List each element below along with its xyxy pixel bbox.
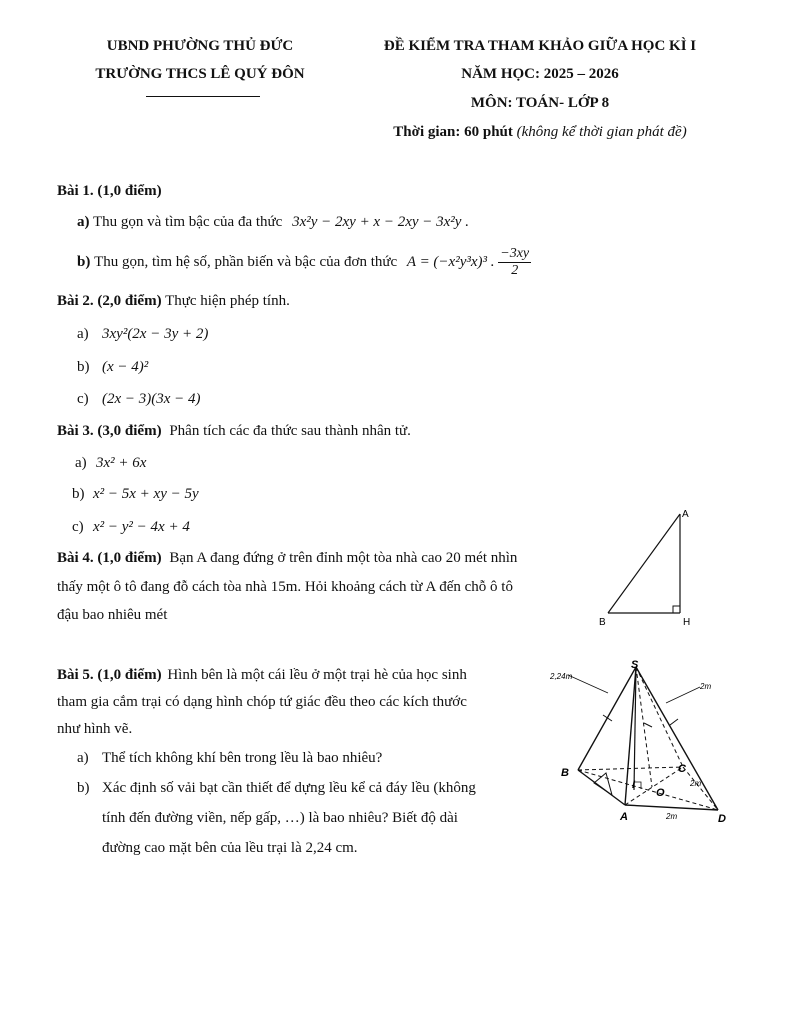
bai2-title: Bài 2. (2,0 điểm) [57,293,162,309]
bai2-text: Thực hiện phép tính. [165,293,290,309]
label-2-24m: 2,24m [550,672,573,681]
item-label: b) [72,486,85,502]
bai3-item-b [72,486,199,503]
school-year: NĂM HỌC: 2025 – 2026 [461,66,619,82]
label-leader-2m [666,687,700,703]
bai5-line3: như hình vẽ. [57,721,133,737]
label-2m-side: 2m [690,779,702,788]
bai5-text1: Hình bên là một cái lều ở một trại hè của học sinh [167,667,467,683]
tick-mark [603,715,612,721]
bai1-a-text: Thu gọn và tìm bậc của đa thức [92,214,283,230]
label-A: A [620,811,628,823]
header-divider [146,96,260,97]
label-H: H [683,617,691,628]
bai4-line2: thấy một ô tô đang đỗ cách tòa nhà 15m. Hỏi khoảng cách từ A đến chỗ ô tô [57,579,513,595]
bai1-b-label: b) [77,254,91,270]
school-district: UBND PHƯỜNG THỦ ĐỨC [106,38,294,54]
exam-title: ĐỀ KIỂM TRA THAM KHẢO GIỮA HỌC KÌ I [383,38,697,54]
tick-mark [670,719,678,725]
bai3-item-c [72,519,190,536]
label-S: S [631,659,639,671]
label-B: B [561,767,569,779]
bai1-a-expr: 3x²y − 2xy + x − 2xy − 3x²y . [292,214,469,230]
height-SO [636,667,652,787]
edge-BC [578,767,683,770]
edge-SB [578,667,636,770]
time-label: Thời gian: 60 phút [393,124,513,140]
item-expr: (2x − 3)(3x − 4) [102,391,201,407]
label-I: I [632,779,636,791]
bai2-item-b [77,359,148,376]
bai5-b-line2: tính đến đường viền, nếp gấp, …) là bao nhiêu? Biết độ dài [102,810,458,826]
subject: MÔN: TOÁN- LỚP 8 [470,95,610,111]
bai5-b-line3: đường cao mặt bên của lều trại là 2,24 cm. [102,840,358,856]
bai5-a-text: Thể tích không khí bên trong lều là bao nhiêu? [102,750,383,766]
tick-mark [644,723,652,727]
bai3-heading [57,423,411,440]
bai1-a [77,214,469,231]
item-expr: x² − y² − 4x + 4 [93,519,190,535]
bai1-b-fraction [498,246,531,279]
fraction-denominator: 2 [511,263,519,278]
item-expr: x² − 5x + xy − 5y [93,486,199,502]
bai4-figure-right-triangle [592,500,702,632]
label-2m-bottom: 2m [666,812,678,821]
right-angle-mark [673,606,680,613]
bai1-a-label: a) [77,214,90,230]
edge-AD [625,805,718,810]
bai5-line2: tham gia cắm trại có dạng hình chóp tứ giác đều theo các kích thước [57,694,467,710]
bai4-line1 [57,550,517,567]
bai4-text1: Bạn A đang đứng ở trên đỉnh một tòa nhà cao 20 mét nhìn [169,550,518,566]
item-label: c) [72,519,84,535]
bai3-title: Bài 3. (3,0 điểm) [57,423,162,439]
label-O: O [656,787,665,799]
edge-AB [608,514,680,613]
bai2-item-a [77,326,208,343]
exam-time [350,124,730,141]
label-2m-top: 2m [700,682,712,691]
edge-CD [683,767,718,810]
school-name: TRƯỜNG THCS LÊ QUÝ ĐÔN [95,66,305,82]
bai4-title: Bài 4. (1,0 điểm) [57,550,162,566]
bai5-a-label: a) [77,750,89,766]
item-label: c) [77,391,89,407]
bai2-heading [57,293,290,310]
item-label: b) [77,359,90,375]
bai1-b-text: Thu gọn, tìm hệ số, phần biến và bậc của đơn thức [94,254,398,270]
bai1-title: Bài 1. (1,0 điểm) [57,183,162,199]
item-label: a) [77,326,89,342]
bai2-item-c [77,391,201,408]
diag-BD [578,770,718,810]
label-C: C [678,763,686,775]
label-A: A [682,509,689,520]
time-note: (không kể thời gian phát đề) [516,124,687,140]
bai3-text: Phân tích các đa thức sau thành nhân tử. [169,423,411,439]
item-expr: 3xy²(2x − 3y + 2) [102,326,209,342]
bai5-title: Bài 5. (1,0 điểm) [57,667,162,683]
bai5-figure-pyramid-tent [548,655,738,830]
label-D: D [718,813,726,825]
label-leader-224 [568,675,608,693]
bai5-b-label: b) [77,780,90,796]
bai1-b-expr: A = (−x²y³x)³ . [406,254,495,270]
bai5-b-line1: Xác định số vải bạt cần thiết để dựng lều kể cả đáy lều (không [102,780,476,796]
bai5-a [77,750,382,767]
item-label: a) [75,455,87,471]
bai4-line3: đậu bao nhiêu mét [57,607,168,623]
item-expr: (x − 4)² [102,359,149,375]
item-expr: 3x² + 6x [96,455,147,471]
fraction-numerator: −3xy [500,246,530,261]
bai3-item-a [75,455,146,472]
bai1-b [77,246,531,286]
label-B: B [599,617,606,628]
bai5-line1 [57,667,467,684]
